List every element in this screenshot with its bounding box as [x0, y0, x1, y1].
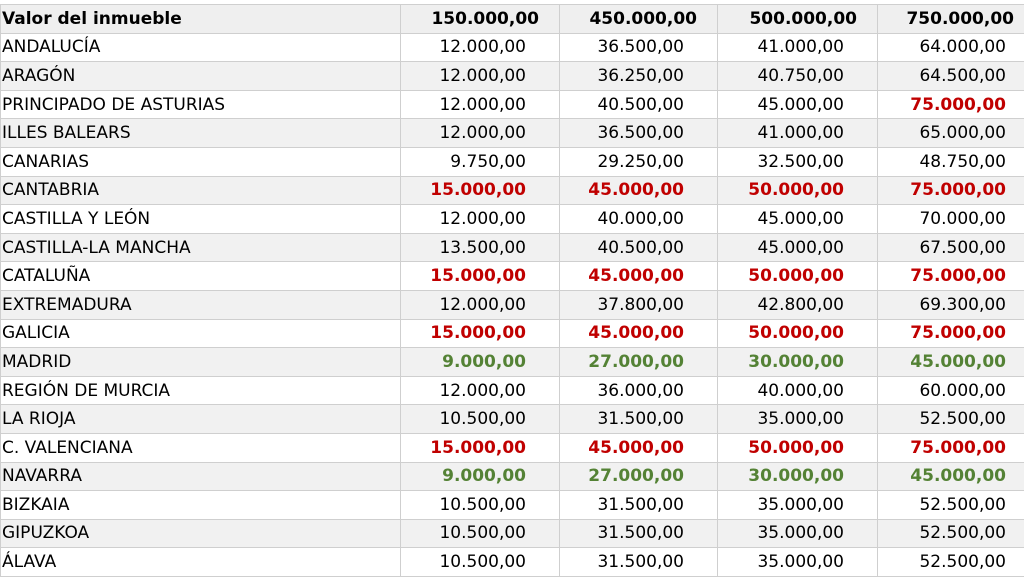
region-cell: BIZKAIA: [1, 491, 401, 520]
value-cell: 9.000,00: [401, 462, 560, 491]
value-cell: 40.500,00: [560, 90, 718, 119]
value-cell: 50.000,00: [718, 262, 878, 291]
value-cell: 75.000,00: [878, 433, 1024, 462]
value-cell: 12.000,00: [401, 90, 560, 119]
table-row: [1, 33, 1024, 62]
value-cell: 45.000,00: [560, 262, 718, 291]
value-cell: 10.500,00: [401, 548, 560, 577]
value-cell: 31.500,00: [560, 405, 718, 434]
header-value-500000: 500.000,00: [718, 5, 878, 34]
value-cell: 40.750,00: [718, 62, 878, 91]
table-row: [1, 405, 1024, 434]
value-cell: 12.000,00: [401, 62, 560, 91]
value-cell: 10.500,00: [401, 519, 560, 548]
table-row: [1, 119, 1024, 148]
value-cell: 36.500,00: [560, 119, 718, 148]
value-cell: 67.500,00: [878, 233, 1024, 262]
region-cell: CATALUÑA: [1, 262, 401, 291]
region-cell: ÁLAVA: [1, 548, 401, 577]
value-cell: 36.500,00: [560, 33, 718, 62]
value-cell: 12.000,00: [401, 119, 560, 148]
value-cell: 45.000,00: [560, 176, 718, 205]
value-cell: 32.500,00: [718, 147, 878, 176]
value-cell: 27.000,00: [560, 348, 718, 377]
value-cell: 45.000,00: [718, 205, 878, 234]
value-cell: 60.000,00: [878, 376, 1024, 405]
value-cell: 10.500,00: [401, 405, 560, 434]
value-cell: 40.500,00: [560, 233, 718, 262]
value-cell: 35.000,00: [718, 519, 878, 548]
value-cell: 45.000,00: [718, 90, 878, 119]
table-row: [1, 548, 1024, 577]
region-cell: REGIÓN DE MURCIA: [1, 376, 401, 405]
value-cell: 52.500,00: [878, 519, 1024, 548]
value-cell: 45.000,00: [560, 319, 718, 348]
table-body: [1, 33, 1024, 576]
region-cell: EXTREMADURA: [1, 290, 401, 319]
table-row: [1, 233, 1024, 262]
table-row: [1, 176, 1024, 205]
value-cell: 15.000,00: [401, 176, 560, 205]
value-cell: 50.000,00: [718, 176, 878, 205]
value-cell: 37.800,00: [560, 290, 718, 319]
value-cell: 9.750,00: [401, 147, 560, 176]
value-cell: 12.000,00: [401, 290, 560, 319]
value-cell: 35.000,00: [718, 491, 878, 520]
table-row: [1, 62, 1024, 91]
value-cell: 9.000,00: [401, 348, 560, 377]
value-cell: 69.300,00: [878, 290, 1024, 319]
table-row: [1, 462, 1024, 491]
value-cell: 50.000,00: [718, 319, 878, 348]
value-cell: 35.000,00: [718, 405, 878, 434]
table-row: [1, 348, 1024, 377]
value-cell: 40.000,00: [718, 376, 878, 405]
value-cell: 45.000,00: [560, 433, 718, 462]
header-label: Valor del inmueble: [1, 5, 401, 34]
region-cell: ILLES BALEARS: [1, 119, 401, 148]
value-cell: 75.000,00: [878, 262, 1024, 291]
value-cell: 45.000,00: [718, 233, 878, 262]
value-cell: 12.000,00: [401, 376, 560, 405]
region-cell: NAVARRA: [1, 462, 401, 491]
value-cell: 45.000,00: [878, 462, 1024, 491]
value-cell: 12.000,00: [401, 205, 560, 234]
value-cell: 52.500,00: [878, 491, 1024, 520]
value-cell: 27.000,00: [560, 462, 718, 491]
table-row: [1, 147, 1024, 176]
value-cell: 52.500,00: [878, 548, 1024, 577]
header-value-750000: 750.000,00: [878, 5, 1024, 34]
region-cell: C. VALENCIANA: [1, 433, 401, 462]
table-row: [1, 290, 1024, 319]
table-header: [1, 5, 1024, 34]
region-cell: CANTABRIA: [1, 176, 401, 205]
table-row: [1, 376, 1024, 405]
region-cell: GIPUZKOA: [1, 519, 401, 548]
value-cell: 75.000,00: [878, 176, 1024, 205]
value-cell: 41.000,00: [718, 119, 878, 148]
header-row: [1, 5, 1024, 34]
region-cell: CASTILLA-LA MANCHA: [1, 233, 401, 262]
region-cell: MADRID: [1, 348, 401, 377]
value-cell: 65.000,00: [878, 119, 1024, 148]
region-cell: LA RIOJA: [1, 405, 401, 434]
table-row: [1, 433, 1024, 462]
value-cell: 30.000,00: [718, 348, 878, 377]
table-row: [1, 205, 1024, 234]
value-cell: 13.500,00: [401, 233, 560, 262]
value-cell: 15.000,00: [401, 319, 560, 348]
value-cell: 29.250,00: [560, 147, 718, 176]
value-cell: 41.000,00: [718, 33, 878, 62]
value-cell: 31.500,00: [560, 519, 718, 548]
value-cell: 12.000,00: [401, 33, 560, 62]
value-cell: 10.500,00: [401, 491, 560, 520]
table-row: [1, 262, 1024, 291]
value-cell: 75.000,00: [878, 90, 1024, 119]
header-value-150000: 150.000,00: [401, 5, 560, 34]
value-cell: 52.500,00: [878, 405, 1024, 434]
value-cell: 64.500,00: [878, 62, 1024, 91]
property-tax-table: [0, 4, 1024, 577]
table-row: [1, 90, 1024, 119]
value-cell: 70.000,00: [878, 205, 1024, 234]
value-cell: 31.500,00: [560, 548, 718, 577]
value-cell: 64.000,00: [878, 33, 1024, 62]
value-cell: 45.000,00: [878, 348, 1024, 377]
table-row: [1, 491, 1024, 520]
header-value-450000: 450.000,00: [560, 5, 718, 34]
value-cell: 35.000,00: [718, 548, 878, 577]
value-cell: 36.250,00: [560, 62, 718, 91]
value-cell: 30.000,00: [718, 462, 878, 491]
table-row: [1, 319, 1024, 348]
value-cell: 48.750,00: [878, 147, 1024, 176]
value-cell: 40.000,00: [560, 205, 718, 234]
region-cell: CANARIAS: [1, 147, 401, 176]
value-cell: 31.500,00: [560, 491, 718, 520]
value-cell: 15.000,00: [401, 433, 560, 462]
tax-table-container: [0, 4, 1024, 577]
value-cell: 50.000,00: [718, 433, 878, 462]
region-cell: PRINCIPADO DE ASTURIAS: [1, 90, 401, 119]
region-cell: GALICIA: [1, 319, 401, 348]
value-cell: 15.000,00: [401, 262, 560, 291]
region-cell: ARAGÓN: [1, 62, 401, 91]
region-cell: ANDALUCÍA: [1, 33, 401, 62]
value-cell: 75.000,00: [878, 319, 1024, 348]
region-cell: CASTILLA Y LEÓN: [1, 205, 401, 234]
value-cell: 36.000,00: [560, 376, 718, 405]
value-cell: 42.800,00: [718, 290, 878, 319]
table-row: [1, 519, 1024, 548]
